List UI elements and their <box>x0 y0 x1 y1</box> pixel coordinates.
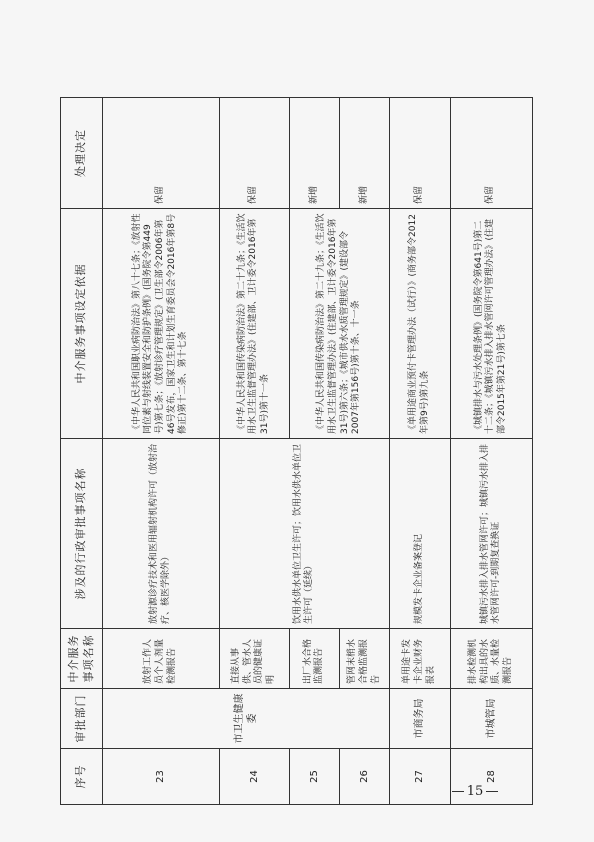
cell-service: 排水检测机构出具的水质、水量检测报告 <box>450 629 532 689</box>
cell-decision: 保留 <box>450 98 532 209</box>
cell-seq: 23 <box>103 749 220 805</box>
cell-items: 规模发卡企业备案登记 <box>390 439 450 629</box>
table-header-row <box>61 98 103 805</box>
cell-basis: 《中华人民共和国传染病防治法》第二十九条；《生活饮用水卫生监督管理办法》(住建部、卫计委令2016年第31号)第六条；《城市供水水质管理规定》(建设部令2007年第156号)第十条、十一条 <box>289 209 389 439</box>
cell-service: 直接从事供、管水人员的健康证明 <box>219 629 289 689</box>
cell-dept: 市商务局 <box>390 689 450 749</box>
cell-seq: 27 <box>390 749 450 805</box>
cell-basis: 《城镇排水与污水处理条例》(国务院令第641号)第二十二条；《城镇污水排入排水管网许可管理办法》(住建部令2015年第21号)第七条 <box>450 209 532 439</box>
header-items: 涉及的行政审批事项名称 <box>61 439 103 629</box>
cell-seq: 26 <box>340 749 390 805</box>
cell-service: 管网末梢水合格监测报告 <box>340 629 390 689</box>
cell-decision: 新增 <box>289 98 339 209</box>
table-row <box>450 98 532 805</box>
cell-service: 放射工作人员个人剂量检测报告 <box>103 629 220 689</box>
cell-basis: 《单用途商业预付卡管理办法（试行）》(商务部令2012年第9号)第九条 <box>390 209 450 439</box>
cell-decision: 保留 <box>103 98 220 209</box>
cell-items: 饮用水供水单位卫生许可；饮用水供水单位卫生许可（延续） <box>219 439 390 629</box>
header-dept: 审批部门 <box>61 689 103 749</box>
table-row <box>390 98 450 805</box>
rotated-table-wrapper <box>60 98 533 805</box>
header-seq: 序号 <box>61 749 103 805</box>
cell-items: 放射源诊疗技术和医用辐射机构许可（放射治疗、核医学除外） <box>103 439 220 629</box>
intermediary-service-table <box>60 97 533 805</box>
cell-service: 出厂水合格监测报告 <box>289 629 339 689</box>
cell-seq: 28 <box>450 749 532 805</box>
cell-dept: 市卫生健康委 <box>103 689 390 749</box>
cell-seq: 24 <box>219 749 289 805</box>
cell-seq: 25 <box>289 749 339 805</box>
cell-decision: 保留 <box>390 98 450 209</box>
page-number <box>445 784 505 799</box>
dash-left <box>452 791 464 792</box>
cell-items: 城镇污水排入排水管网许可；城镇污水排入排水管网许可-到期复查换证 <box>450 439 532 629</box>
table-row <box>103 98 220 805</box>
cell-decision: 新增 <box>340 98 390 209</box>
cell-basis: 《中华人民共和国传染病防治法》第二十九条；《生活饮用水卫生监督管理办法》(住建部、卫计委令2016年第31号)第十一条 <box>219 209 289 439</box>
dash-right <box>486 791 498 792</box>
cell-service: 单用途卡发卡企业财务报表 <box>390 629 450 689</box>
page-number-text: 15 <box>466 784 484 799</box>
header-service: 中介服务事项名称 <box>61 629 103 689</box>
cell-decision: 保留 <box>219 98 289 209</box>
cell-basis: 《中华人民共和国职业病防治法》第八十七条；《放射性同位素与射线装置安全和防护条例》(国务院令第449号)第七条；《放射诊疗管理规定》(卫生部令2006年第46号发布，国家卫生和计划生育委员会令2016年第8号修正)第十二条、第十七条 <box>103 209 220 439</box>
cell-dept: 市城管局 <box>450 689 532 749</box>
header-decision: 处理决定 <box>61 98 103 209</box>
header-basis: 中介服务事项设定依据 <box>61 209 103 439</box>
